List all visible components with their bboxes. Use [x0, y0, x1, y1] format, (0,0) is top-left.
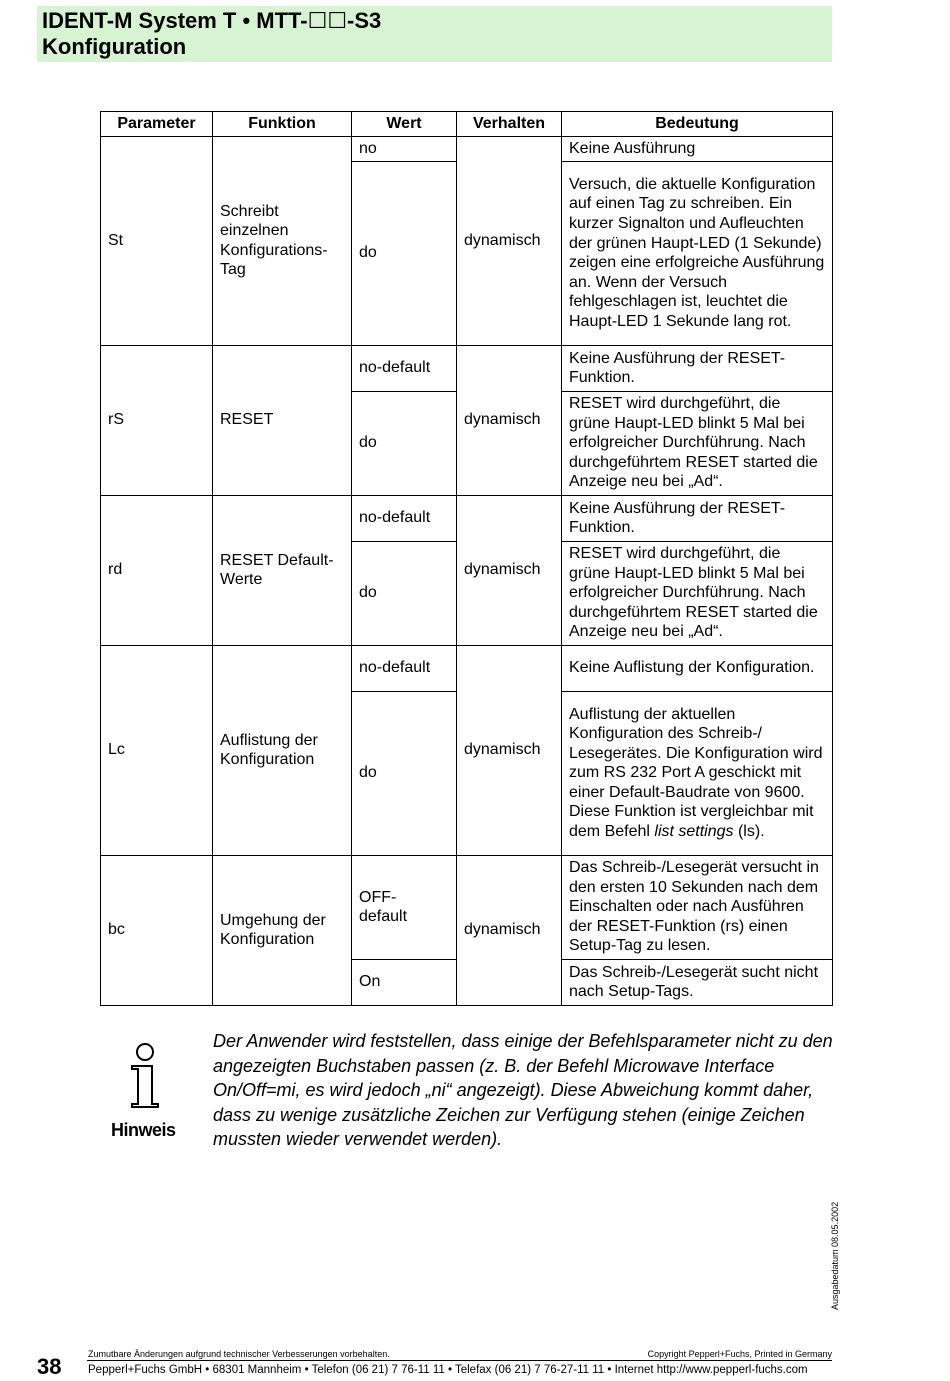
- wert-cell: no-default: [352, 645, 457, 691]
- table-row: [101, 855, 833, 959]
- table-row: [101, 137, 833, 162]
- footer-disclaimer: Zumutbare Änderungen aufgrund technischer Verbesserungen vorbehalten.: [88, 1349, 390, 1359]
- bedeutung-cell: Keine Ausführung der RESET-Funktion.: [562, 345, 833, 391]
- verhalten-cell: dynamisch: [457, 645, 562, 855]
- funktion-cell: RESET: [213, 345, 352, 495]
- funktion-cell: Auflistung der Konfiguration: [213, 645, 352, 855]
- wert-cell: do: [352, 391, 457, 495]
- table-row: [101, 495, 833, 541]
- column-header-verhalten: Verhalten: [457, 112, 562, 137]
- verhalten-cell: dynamisch: [457, 345, 562, 495]
- command-name: list settings: [654, 823, 734, 841]
- issue-date: Ausgabedatum 08.05.2002: [830, 1201, 840, 1310]
- wert-cell: OFF- default: [352, 855, 457, 959]
- column-header-wert: Wert: [352, 112, 457, 137]
- verhalten-cell: dynamisch: [457, 137, 562, 346]
- bedeutung-cell: Keine Auflistung der Konfiguration.: [562, 645, 833, 691]
- parameter-cell: bc: [101, 855, 213, 1005]
- wert-cell: do: [352, 161, 457, 345]
- footer-address: Pepperl+Fuchs GmbH • 68301 Mannheim • Telefon (06 21) 7 76-11 11 • Telefax (06 21) 7 76-27-11 11 • Internet http://www.pepperl-fuchs.com: [88, 1364, 808, 1376]
- parameter-cell: rS: [101, 345, 213, 495]
- bedeutung-cell: [562, 691, 833, 855]
- bedeutung-text-end: (ls).: [733, 823, 765, 841]
- parameter-table: [100, 111, 833, 1006]
- bedeutung-cell: Keine Ausführung: [562, 137, 833, 162]
- verhalten-cell: dynamisch: [457, 495, 562, 645]
- table-row: [101, 645, 833, 691]
- bedeutung-cell: RESET wird durchgeführt, die grüne Haupt-LED blinkt 5 Mal bei erfolgreicher Durchführung. Nach durchgeführtem RESET started die Anzeige neu bei „Ad“.: [562, 541, 833, 645]
- bedeutung-text: Auflistung der aktuellen Konfiguration des Schreib-/ Lesegerätes. Die Konfiguration wird zum RS 232 Port A geschickt mit einer Default-Baudrate von 9600. Diese Funktion ist vergleichbar mit dem Befehl: [569, 705, 823, 841]
- funktion-cell: RESET Default- Werte: [213, 495, 352, 645]
- bedeutung-cell: Versuch, die aktuelle Konfiguration auf einen Tag zu schreiben. Ein kurzer Signalton und Aufleuchten der grünen Haupt-LED (1 Sekunde) zeigen eine erfolgreiche Ausführung an. Wenn der Versuch fehlgeschlagen ist, leuchtet die Haupt-LED 1 Sekunde lang rot.: [562, 161, 833, 345]
- bedeutung-cell: RESET wird durchgeführt, die grüne Haupt-LED blinkt 5 Mal bei erfolgreicher Durchführung. Nach durchgeführtem RESET started die Anzeige neu bei „Ad“.: [562, 391, 833, 495]
- parameter-cell: St: [101, 137, 213, 346]
- wert-cell: On: [352, 959, 457, 1005]
- funktion-cell: Umgehung der Konfiguration: [213, 855, 352, 1005]
- bedeutung-cell: Das Schreib-/Lesegerät versucht in den ersten 10 Sekunden nach dem Einschalten oder nach Ausführen der RESET-Funktion (rs) einen Setup-Tag zu lesen.: [562, 855, 833, 959]
- note-text: Der Anwender wird feststellen, dass einige der Befehlsparameter nicht zu den angezeigten Buchstaben passen (z. B. der Befehl Microwave Interface On/Off=mi, es wird jedoch „ni“ angezeigt). Diese Abweichung kommt daher, dass zu wenige zusätzliche Zeichen zur Verfügung stehen (einige Zeichen mussten wieder verwendet werden).: [213, 1031, 833, 1149]
- wert-cell: no-default: [352, 345, 457, 391]
- footer-divider: [87, 1360, 832, 1361]
- column-header-bedeutung: Bedeutung: [562, 112, 833, 137]
- column-header-funktion: Funktion: [213, 112, 352, 137]
- parameter-cell: Lc: [101, 645, 213, 855]
- info-icon: [128, 1042, 162, 1108]
- page-title: [42, 8, 381, 60]
- funktion-cell: Schreibt einzelnen Konfigurations- Tag: [213, 137, 352, 346]
- bedeutung-cell: Das Schreib-/Lesegerät sucht nicht nach Setup-Tags.: [562, 959, 833, 1005]
- title-line-1: IDENT-M System T • MTT-☐☐-S3: [42, 8, 382, 33]
- wert-cell: do: [352, 691, 457, 855]
- parameter-cell: rd: [101, 495, 213, 645]
- footer-copyright: Copyright Pepperl+Fuchs, Printed in Germany: [647, 1349, 832, 1359]
- table-row: [101, 345, 833, 391]
- title-line-2: Konfiguration: [42, 34, 187, 59]
- column-header-parameter: Parameter: [101, 112, 213, 137]
- verhalten-cell: dynamisch: [457, 855, 562, 1005]
- wert-cell: no: [352, 137, 457, 162]
- wert-cell: do: [352, 541, 457, 645]
- table-header-row: [101, 112, 833, 137]
- wert-cell: no-default: [352, 495, 457, 541]
- page-number: 38: [37, 1354, 62, 1379]
- note-label: Hinweis: [111, 1120, 176, 1140]
- bedeutung-cell: Keine Ausführung der RESET-Funktion.: [562, 495, 833, 541]
